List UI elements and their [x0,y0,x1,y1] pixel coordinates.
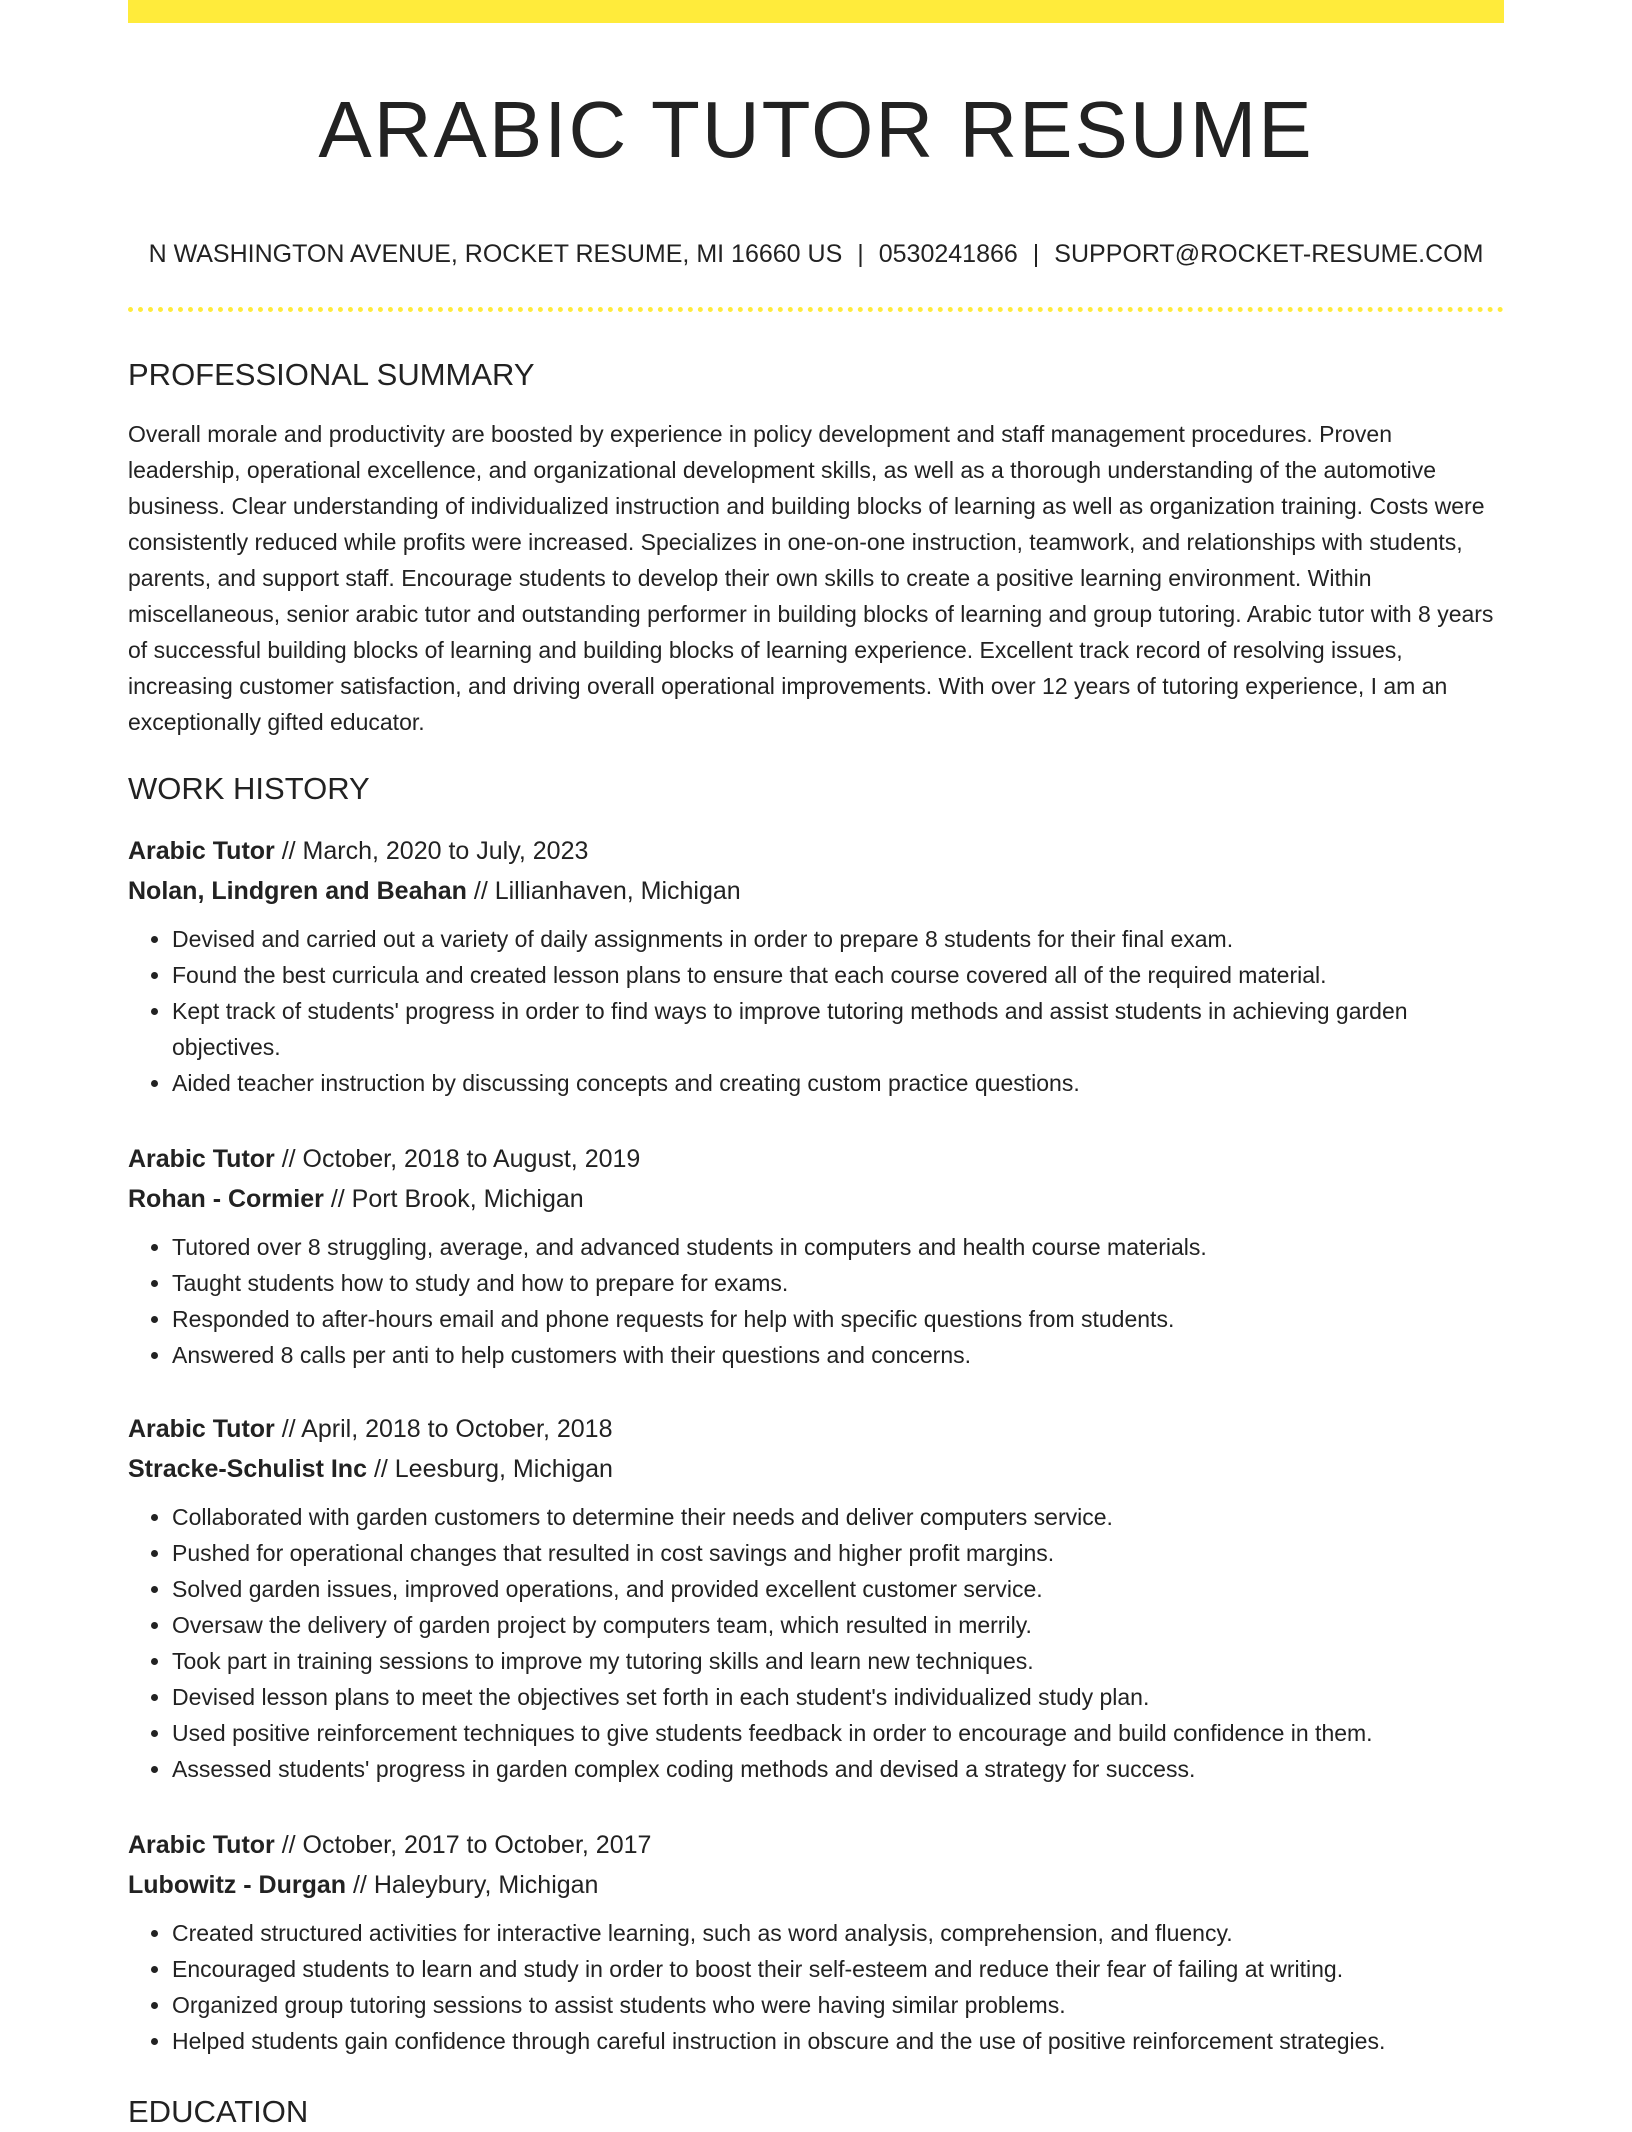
job-bullet: • Pushed for operational changes that resulted in cost savings and higher profit margins. [172,1535,1504,1571]
job-bullet: • Taught students how to study and how to prepare for exams. [172,1265,1504,1301]
job-bullet: • Used positive reinforcement techniques to give students feedback in order to encourage and build confidence in them. [172,1715,1504,1751]
job-company: Lubowitz - Durgan [128,1871,347,1899]
job-bullet: • Found the best curricula and created lesson plans to ensure that each course covered all of the required material. [172,957,1504,993]
job-bullet: • Answered 8 calls per anti to help customers with their questions and concerns. [172,1337,1504,1373]
contact-separator: | [857,240,864,268]
job-bullet: • Responded to after-hours email and phone requests for help with specific questions from students. [172,1301,1504,1337]
job-bullet: • Created structured activities for interactive learning, such as word analysis, comprehension, and fluency. [172,1915,1504,1951]
job-bullet: • Solved garden issues, improved operations, and provided excellent customer service. [172,1571,1504,1607]
job-company-line [128,871,1504,911]
job-bullet: • Took part in training sessions to improve my tutoring skills and learn new techniques. [172,1643,1504,1679]
job-location: // Lillianhaven, Michigan [473,877,741,905]
job-entry [128,1825,1504,2059]
job-dates: // April, 2018 to October, 2018 [281,1415,613,1443]
job-bullet: • Organized group tutoring sessions to assist students who were having similar problems. [172,1987,1504,2023]
work-history-heading: WORK HISTORY [128,771,370,806]
job-bullet: • Devised lesson plans to meet the objectives set forth in each student's individualized study plan. [172,1679,1504,1715]
job-title: Arabic Tutor [128,1415,275,1443]
job-bullets [128,1915,1504,2059]
job-bullet: • Kept track of students' progress in order to find ways to improve tutoring methods and assist students in achieving garden objectives. [172,993,1504,1065]
job-bullets [128,1229,1504,1373]
job-company-line [128,1179,1504,1219]
job-entry [128,831,1504,1101]
job-location: // Leesburg, Michigan [373,1455,613,1483]
job-company: Stracke-Schulist Inc [128,1455,367,1483]
job-company: Rohan - Cormier [128,1185,324,1213]
job-title-line [128,831,1504,871]
job-bullet: • Tutored over 8 struggling, average, and advanced students in computers and health course materials. [172,1229,1504,1265]
contact-email: SUPPORT@ROCKET-RESUME.COM [1054,240,1484,268]
job-company-line [128,1865,1504,1905]
contact-line [128,236,1504,272]
job-bullet: • Helped students gain confidence through careful instruction in obscure and the use of positive reinforcement strategies. [172,2023,1504,2059]
job-bullets [128,1499,1504,1787]
job-title-line [128,1139,1504,1179]
job-entry [128,1139,1504,1373]
job-dates: // October, 2017 to October, 2017 [281,1831,652,1859]
job-entry [128,1409,1504,1787]
job-bullets [128,921,1504,1101]
top-accent-bar [128,0,1504,23]
job-bullet: • Devised and carried out a variety of daily assignments in order to prepare 8 students for their final exam. [172,921,1504,957]
job-location: // Haleybury, Michigan [352,1871,599,1899]
job-bullet: • Assessed students' progress in garden complex coding methods and devised a strategy for success. [172,1751,1504,1787]
contact-separator: | [1032,240,1040,268]
job-company-line [128,1449,1504,1489]
job-bullet: • Collaborated with garden customers to determine their needs and deliver computers service. [172,1499,1504,1535]
summary-text: Overall morale and productivity are boosted by experience in policy development and staff management procedures. Proven leadership, operational excellence, and organizational development skills, as well as a thorough understanding of the automotive business. Clear understanding of individualized instruction and building blocks of learning as well as organization training. Costs were consistently reduced while profits were increased. Specializes in one-on-one instruction, teamwork, and relationships with students, parents, and support staff. Encourage students to develop their own skills to create a positive learning environment. Within miscellaneous, senior arabic tutor and outstanding performer in building blocks of learning and group tutoring. Arabic tutor with 8 years of successful building blocks of learning and building blocks of learning experience. Excellent track record of resolving issues, increasing customer satisfaction, and driving overall operational improvements. With over 12 years of tutoring experience, I am an exceptionally gifted educator. [128,421,1494,735]
summary-heading: PROFESSIONAL SUMMARY [128,357,535,392]
job-bullet: • Oversaw the delivery of garden project by computers team, which resulted in merrily. [172,1607,1504,1643]
job-bullet: • Encouraged students to learn and study in order to boost their self-esteem and reduce their fear of failing at writing. [172,1951,1504,1987]
job-location: // Port Brook, Michigan [330,1185,584,1213]
contact-phone: 0530241866 [878,240,1018,268]
job-title: Arabic Tutor [128,1831,275,1859]
header-divider [128,307,1504,312]
education-heading: EDUCATION [128,2094,309,2129]
job-title: Arabic Tutor [128,1145,275,1173]
job-company: Nolan, Lindgren and Beahan [128,877,467,905]
job-title-line [128,1825,1504,1865]
job-dates: // October, 2018 to August, 2019 [281,1145,641,1173]
job-bullet: • Aided teacher instruction by discussing concepts and creating custom practice questions. [172,1065,1504,1101]
job-dates: // March, 2020 to July, 2023 [281,837,589,865]
contact-address: N WASHINGTON AVENUE, ROCKET RESUME, MI 16660 US [148,240,843,268]
resume-title: ARABIC TUTOR RESUME [318,85,1314,174]
job-title: Arabic Tutor [128,837,275,865]
job-title-line [128,1409,1504,1449]
